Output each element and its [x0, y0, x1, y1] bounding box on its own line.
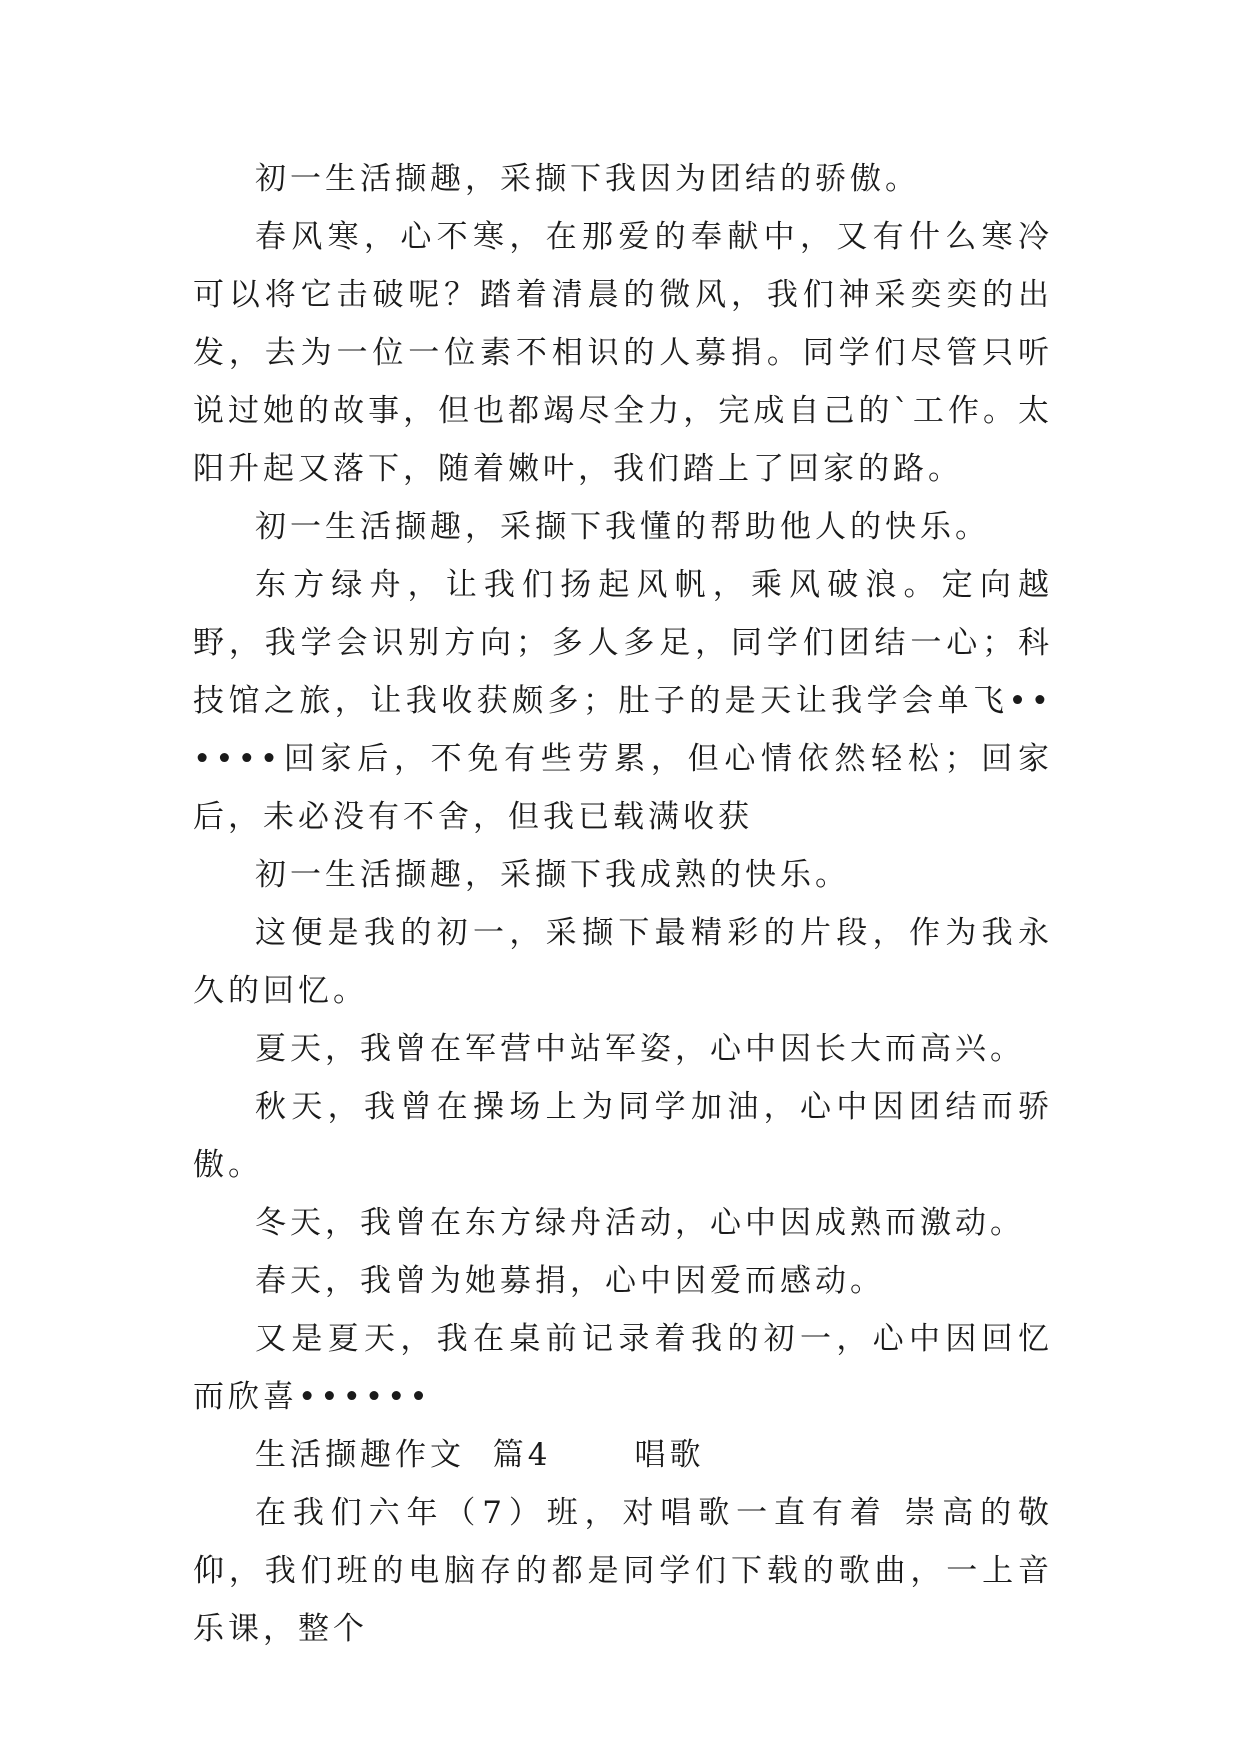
- paragraph: 在我们六年（7）班，对唱歌一直有着 崇高的敬仰，我们班的电脑存的都是同学们下载的歌曲，一上音乐课，整个: [193, 1495, 1053, 1647]
- paragraph: 夏天，我曾在军营中站军姿，心中因长大而高兴。: [255, 1031, 1025, 1067]
- paragraph: 初一生活撷趣，采撷下我成熟的快乐。: [255, 857, 850, 893]
- paragraph: 初一生活撷趣，采撷下我因为团结的骄傲。: [255, 161, 920, 197]
- paragraph: 秋天，我曾在操场上为同学加油，心中因团结而骄傲。: [193, 1089, 1053, 1183]
- paragraph: 又是夏天，我在桌前记录着我的初一，心中因回忆而欣喜••••••: [193, 1321, 1053, 1415]
- paragraph: 春风寒，心不寒，在那爱的奉献中，又有什么寒冷可以将它击破呢？踏着清晨的微风，我们神采奕奕的出发，去为一位一位素不相识的人募捐。同学们尽管只听说过她的故事，但也都竭尽全力，完成自己的`工作。太阳升起又落下，随着嫩叶，我们踏上了回家的路。: [193, 219, 1053, 487]
- paragraph: 东方绿舟，让我们扬起风帆，乘风破浪。定向越野，我学会识别方向；多人多足，同学们团结一心；科技馆之旅，让我收获颇多；肚子的是天让我学会单飞••••••回家后，不免有些劳累，但心情依然轻松；回家后，未必没有不舍，但我已载满收获: [193, 567, 1053, 835]
- paragraph: 这便是我的初一，采撷下最精彩的片段，作为我永久的回忆。: [193, 915, 1053, 1009]
- paragraph: 冬天，我曾在东方绿舟活动，心中因成熟而激动。: [255, 1205, 1025, 1241]
- document-body: [193, 150, 1053, 1658]
- section-heading: 生活撷趣作文 篇4 唱歌: [255, 1437, 705, 1473]
- paragraph: 春天，我曾为她募捐，心中因爱而感动。: [255, 1263, 885, 1299]
- paragraph: 初一生活撷趣，采撷下我懂的帮助他人的快乐。: [255, 509, 990, 545]
